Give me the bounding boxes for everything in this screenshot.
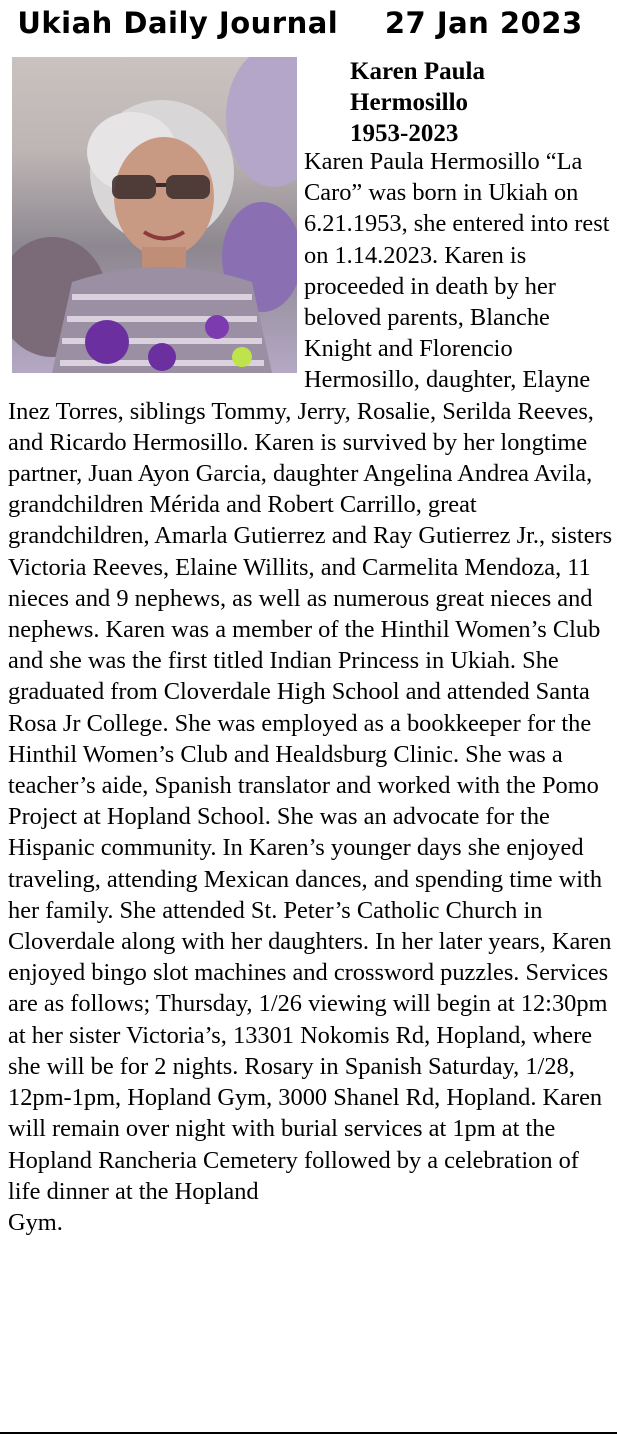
obituary-body [8, 146, 615, 1238]
obituary-text-end: Gym. [8, 1208, 63, 1236]
photo-wrap-spacer [8, 146, 304, 377]
bottom-divider [0, 1432, 617, 1434]
deceased-first-name: Karen Paula [350, 58, 485, 85]
deceased-last-name: Hermosillo [350, 89, 469, 116]
newspaper-masthead [0, 6, 600, 40]
publication-date: 27 Jan 2023 [384, 6, 583, 40]
life-years: 1953-2023 [350, 120, 459, 147]
obituary-heading [350, 56, 610, 149]
obituary-text: Karen Paula Hermosillo “La Caro” was born in Ukiah on 6.21.1953, she entered into rest on 1.14.2023. Karen is proceeded in death by her beloved parents, Blanche Knight and Florencio Hermosillo, daughter, Elayne Inez Torres, siblings Tommy, Jerry, Rosalie, Serilda Reeves, and Ricardo Hermosillo. Karen is survived by her longtime partner, Juan Ayon Garcia, daughter Angelina Andrea Avila, grandchildren Mérida and Robert Carrillo, great grandchildren, Amarla Gutierrez and Ray Gutierrez Jr., sisters Victoria Reeves, Elaine Willits, and Carmelita Mendoza, 11 nieces and 9 nephews, as well as numerous great nieces and nephews. Karen was a member of the Hinthil Women’s Club and she was the first titled Indian Princess in Ukiah. She graduated from Cloverdale High School and attended Santa Rosa Jr College. She was employed as a bookkeeper for the Hinthil Women’s Club and Healdsburg Clinic. She was a teacher’s aide, Spanish translator and worked with the Pomo Project at Hopland School. She was an advocate for the Hispanic community. In Karen’s younger days she enjoyed traveling, attending Mexican dances, and spending time with her family. She attended St. Peter’s Catholic Church in Cloverdale along with her daughters. In her later years, Karen enjoyed bingo slot machines and crossword puzzles. Services are as follows; Thursday, 1/26 viewing will begin at 12:30pm at her sister Victoria’s, 13301 Nokomis Rd, Hopland, where she will be for 2 nights. Rosary in Spanish Saturday, 1/28, 12pm-1pm, Hopland Gym, 3000 Shanel Rd, Hopland. Karen will remain over night with burial services at 1pm at the Hopland Rancheria Cemetery followed by a celebration of life dinner at the Hopland [8, 148, 613, 1205]
newspaper-name: Ukiah Daily Journal [17, 6, 339, 40]
